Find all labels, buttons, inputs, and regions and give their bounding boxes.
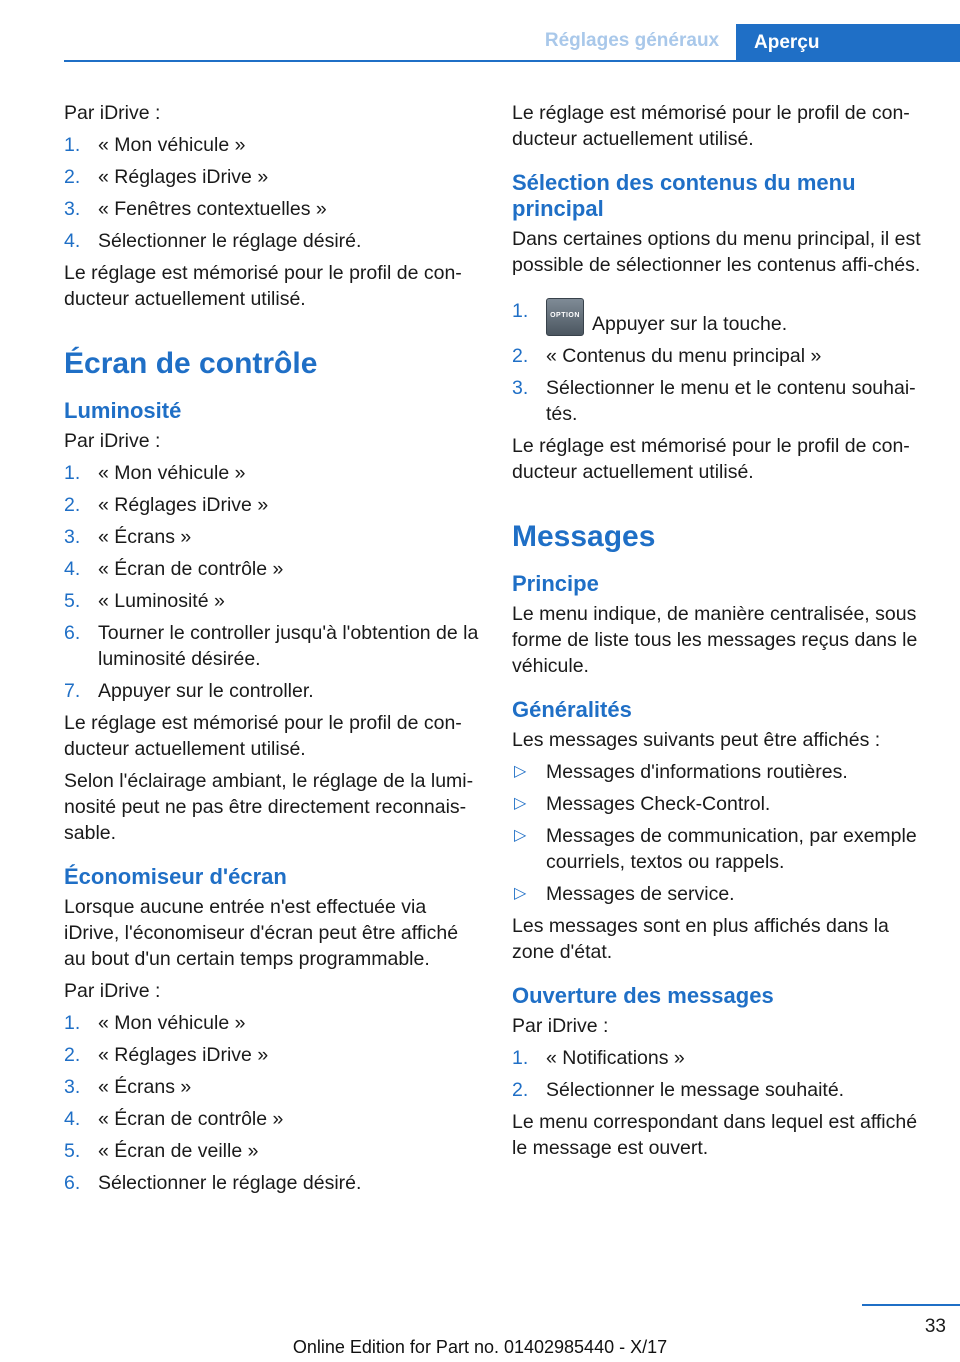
- subheading-ouverture: Ouverture des messages: [512, 983, 774, 1008]
- section-heading-messages: Messages: [512, 520, 656, 553]
- step-item: 1. « Notifications »: [512, 1047, 685, 1069]
- general-intro: Les messages suivants peut être affichés :: [512, 729, 881, 751]
- subheading-generalites: Généralités: [512, 697, 632, 722]
- step-item: 1. « Mon véhicule »: [64, 1012, 246, 1034]
- menu-note: Le réglage est mémorisé pour le profil de con-ducteur actuellement utilisé.: [512, 435, 910, 483]
- subheading-luminosite: Luminosité: [64, 398, 182, 423]
- step-item: 2. « Réglages iDrive »: [64, 166, 269, 188]
- step-item: 2. « Réglages iDrive »: [64, 494, 269, 516]
- triangle-right-icon: ▷: [514, 885, 527, 902]
- list-item: ▷ Messages de communication, par exemple courriels, textos ou rappels.: [514, 825, 917, 873]
- step-item: 4. « Écran de contrôle »: [64, 1108, 284, 1130]
- option-button-icon: OPTION: [546, 298, 584, 336]
- triangle-right-icon: ▷: [514, 827, 527, 844]
- brightness-note: Le réglage est mémorisé pour le profil de con-ducteur actuellement utilisé.: [64, 712, 462, 760]
- step-item: 2. Sélectionner le message souhaité.: [512, 1079, 845, 1101]
- list-item: ▷ Messages d'informations routières.: [514, 761, 848, 783]
- step-item: 6. Tourner le controller jusqu'à l'obtention de la luminosité désirée.: [64, 622, 479, 670]
- step-item: 3. Sélectionner le menu et le contenu souhai-tés.: [512, 377, 916, 425]
- list-item: ▷ Messages de service.: [514, 883, 735, 905]
- step-item: 3. « Fenêtres contextuelles »: [64, 198, 327, 220]
- screensaver-intro: Par iDrive :: [64, 980, 161, 1002]
- step-item: 7. Appuyer sur le controller.: [64, 680, 314, 702]
- step-item: 1. « Mon véhicule »: [64, 462, 246, 484]
- screensaver-text: Lorsque aucune entrée n'est effectuée via iDrive, l'économiseur d'écran peut être affiché au bout d'un certain temps programmable.: [64, 896, 459, 970]
- intro-text: Par iDrive :: [64, 102, 161, 124]
- step-item: 3. « Écrans »: [64, 1076, 192, 1098]
- step-item: 1. OPTION Appuyer sur la touche.: [512, 300, 788, 335]
- brightness-note-ambient: Selon l'éclairage ambiant, le réglage de la lumi-nosité peut ne pas être directement reconnais-sable.: [64, 770, 474, 844]
- brightness-intro: Par iDrive :: [64, 430, 161, 452]
- step-item: 2. « Réglages iDrive »: [64, 1044, 269, 1066]
- footer-rule: [862, 1304, 960, 1306]
- header-section-title: Réglages généraux: [544, 30, 720, 51]
- step-item: 4. Sélectionner le réglage désiré.: [64, 230, 362, 252]
- list-item: ▷ Messages Check-Control.: [514, 793, 771, 815]
- step-item: 2. « Contenus du menu principal »: [512, 345, 822, 367]
- edition-footer: Online Edition for Part no. 01402985440 - X/17: [292, 1337, 668, 1357]
- section-heading-ecran: Écran de contrôle: [64, 347, 318, 380]
- header-tab: Aperçu: [736, 24, 960, 62]
- opening-intro: Par iDrive :: [512, 1015, 609, 1037]
- page-number: 33: [924, 1316, 946, 1337]
- step-item: 1. « Mon véhicule »: [64, 134, 246, 156]
- triangle-right-icon: ▷: [514, 795, 527, 812]
- general-note: Les messages sont en plus affichés dans la zone d'état.: [512, 915, 889, 963]
- subheading-economiseur: Économiseur d'écran: [64, 864, 287, 889]
- subheading-principe: Principe: [512, 571, 599, 596]
- brightness-steps: [64, 460, 480, 704]
- header-rule: [64, 60, 960, 62]
- intro-steps: [64, 132, 480, 254]
- triangle-right-icon: ▷: [514, 763, 527, 780]
- step-item: 5. « Écran de veille »: [64, 1140, 259, 1162]
- intro-note: Le réglage est mémorisé pour le profil de con-ducteur actuellement utilisé.: [64, 262, 462, 310]
- menu-steps: [512, 298, 928, 427]
- screensaver-steps: [64, 1010, 480, 1196]
- principle-text: Le menu indique, de manière centralisée, sous forme de liste tous les messages reçus dans le véhicule.: [512, 603, 918, 677]
- top-note: Le réglage est mémorisé pour le profil de con-ducteur actuellement utilisé.: [512, 102, 910, 150]
- message-types-list: [512, 759, 928, 907]
- opening-steps: [512, 1045, 928, 1103]
- step-item: 4. « Écran de contrôle »: [64, 558, 284, 580]
- menu-text: Dans certaines options du menu principal, il est possible de sélectionner les contenus affi-chés.: [512, 228, 921, 276]
- opening-note: Le menu correspondant dans lequel est affiché le message est ouvert.: [512, 1111, 918, 1159]
- step-item: 6. Sélectionner le réglage désiré.: [64, 1172, 362, 1194]
- step-item: 3. « Écrans »: [64, 526, 192, 548]
- right-column: [512, 100, 928, 1167]
- subheading-selection-menu: Sélection des contenus du menu principal: [512, 170, 856, 221]
- left-column: [64, 100, 480, 1202]
- step-item: 5. « Luminosité »: [64, 590, 225, 612]
